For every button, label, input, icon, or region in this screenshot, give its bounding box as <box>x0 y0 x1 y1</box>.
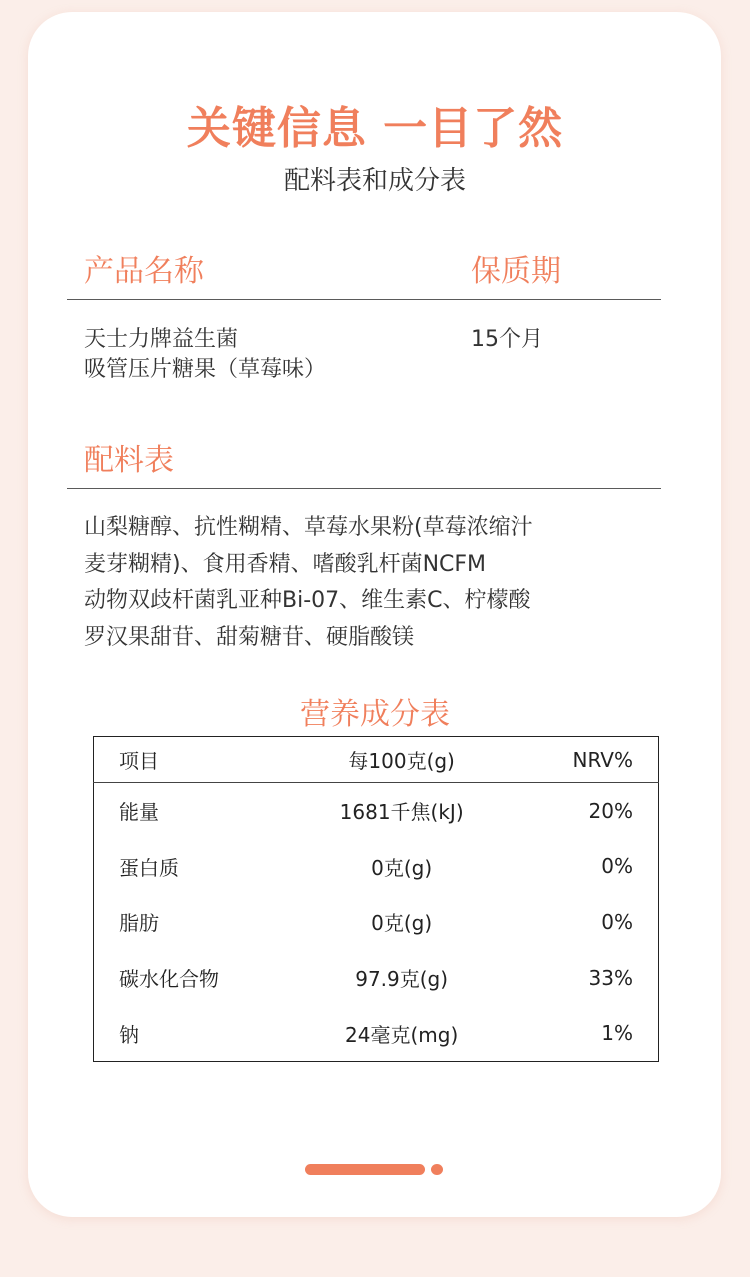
table-row <box>94 1006 659 1062</box>
page-indicator-dot <box>431 1164 443 1175</box>
ingredients-line: 罗汉果甜苷、甜菊糖苷、硬脂酸镁 <box>84 624 415 650</box>
nutrient-nrv: 1% <box>601 1021 633 1046</box>
shelf-life-value: 15个月 <box>471 327 543 352</box>
nutrient-nrv: 33% <box>588 965 633 990</box>
table-row <box>94 950 659 1006</box>
product-name-header: 产品名称 <box>84 254 204 289</box>
nutrient-amount: 24毫克(mg) <box>345 1022 459 1047</box>
nutrition-table <box>93 736 659 1062</box>
ingredients-line: 山梨糖醇、抗性糊精、草莓水果粉(草莓浓缩汁 <box>84 515 533 540</box>
nutrient-amount: 1681千焦(kJ) <box>339 800 464 825</box>
ingredients-list <box>84 510 533 656</box>
table-row <box>94 783 659 839</box>
subheadline: 配料表和成分表 <box>283 166 466 196</box>
header-nrv: NRV% <box>515 737 659 783</box>
nutrient-nrv: 0% <box>601 854 633 879</box>
shelf-life-header: 保质期 <box>471 254 561 289</box>
ingredients-title: 配料表 <box>84 443 174 478</box>
nutrient-name: 碳水化合物 <box>119 967 219 992</box>
nutrient-name: 钠 <box>119 1022 139 1047</box>
nutrition-title: 营养成分表 <box>300 697 450 732</box>
nutrient-nrv: 20% <box>588 798 633 823</box>
nutrient-name: 能量 <box>119 800 159 825</box>
headline: 关键信息 一目了然 <box>186 103 564 154</box>
page-indicator-active <box>305 1164 425 1175</box>
product-name-line1: 天士力牌益生菌 <box>84 327 239 352</box>
table-row <box>94 894 659 950</box>
nutrient-amount: 0克(g) <box>371 855 433 880</box>
nutrient-name: 蛋白质 <box>119 855 179 880</box>
nutrient-nrv: 0% <box>601 909 633 934</box>
product-name-line2: 吸管压片糖果（草莓味） <box>84 357 327 382</box>
product-divider <box>67 299 661 300</box>
nutrient-name: 脂肪 <box>119 911 159 936</box>
table-row <box>94 838 659 894</box>
nutrition-header-row <box>94 737 659 783</box>
ingredients-line: 麦芽糊精)、食用香精、嗜酸乳杆菌NCFM <box>84 551 487 577</box>
nutrient-amount: 0克(g) <box>371 911 433 936</box>
header-per-100g: 每100克(g) <box>289 737 515 783</box>
ingredients-line: 动物双歧杆菌乳亚种Bi-07、维生素C、柠檬酸 <box>84 588 531 613</box>
nutrient-amount: 97.9克(g) <box>355 967 449 992</box>
header-item: 项目 <box>94 737 289 783</box>
ingredients-divider <box>67 488 661 489</box>
